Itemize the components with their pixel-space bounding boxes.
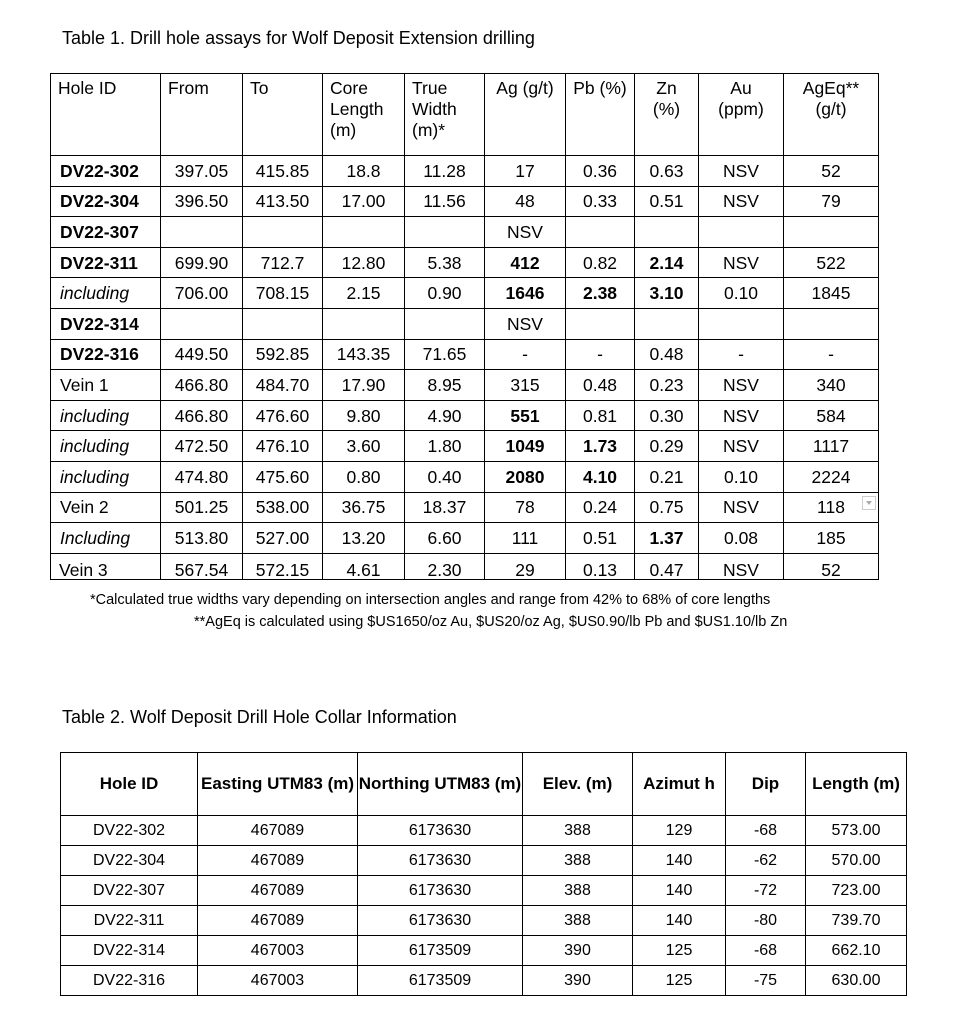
cell-azimuth: 125: [633, 966, 726, 996]
cell-easting: 467089: [198, 816, 358, 846]
cell-hole-id: DV22-304: [51, 186, 161, 217]
cell-dip: -75: [726, 966, 806, 996]
cell-zn: 0.21: [635, 461, 699, 492]
cell-northing: 6173630: [358, 846, 523, 876]
cell-azimuth: 140: [633, 846, 726, 876]
cell-elevation: 390: [523, 936, 633, 966]
cell-au: NSV: [699, 400, 784, 431]
table-row: [51, 186, 879, 217]
cell-core-length: 0.80: [323, 461, 405, 492]
cell-pb: 0.81: [566, 400, 635, 431]
cell-azimuth: 140: [633, 906, 726, 936]
cell-from: 396.50: [161, 186, 243, 217]
cell-dip: -68: [726, 816, 806, 846]
cell-ag: 48: [485, 186, 566, 217]
cell-pb: 0.48: [566, 370, 635, 401]
cell-zn: 0.63: [635, 156, 699, 187]
cell-dip: -68: [726, 936, 806, 966]
cell-ag: 551: [485, 400, 566, 431]
cell-ageq: 2224: [784, 461, 879, 492]
cell-from: 567.54: [161, 553, 243, 579]
cell-ageq: 79: [784, 186, 879, 217]
table-row: [51, 339, 879, 370]
table2-header-row: [61, 753, 907, 816]
cell-ageq: [784, 492, 879, 523]
cell-core-length: 13.20: [323, 523, 405, 554]
header-true-width: True Width (m)*: [405, 74, 485, 156]
cell-true-width: 11.56: [405, 186, 485, 217]
cell-easting: 467089: [198, 876, 358, 906]
cell-ag: 1049: [485, 431, 566, 462]
cell-zn: [635, 308, 699, 339]
cell-zn: 0.75: [635, 492, 699, 523]
cell-au: NSV: [699, 553, 784, 579]
cell-zn: 3.10: [635, 278, 699, 309]
cell-dip: -72: [726, 876, 806, 906]
table-row: [61, 936, 907, 966]
cell-ageq: 52: [784, 156, 879, 187]
cell-length: 630.00: [806, 966, 907, 996]
cell-dip: -80: [726, 906, 806, 936]
cell-hole-id: DV22-316: [51, 339, 161, 370]
cell-to: 476.10: [243, 431, 323, 462]
cell-hole-id: DV22-307: [51, 217, 161, 248]
cell-zn: 0.23: [635, 370, 699, 401]
cell-ageq: -: [784, 339, 879, 370]
table-row: [51, 431, 879, 462]
cell-au: NSV: [699, 247, 784, 278]
cell-hole-id: DV22-311: [61, 906, 198, 936]
cell-true-width: 2.30: [405, 553, 485, 579]
cell-zn: [635, 217, 699, 248]
collar-information-table: [60, 752, 907, 996]
cell-from: 472.50: [161, 431, 243, 462]
cell-length: 570.00: [806, 846, 907, 876]
cell-ageq: 52: [784, 553, 879, 579]
cell-from: 397.05: [161, 156, 243, 187]
cell-hole-id: DV22-314: [61, 936, 198, 966]
cell-length: 723.00: [806, 876, 907, 906]
cell-hole-id: DV22-314: [51, 308, 161, 339]
table-row: [61, 876, 907, 906]
cell-ag: 78: [485, 492, 566, 523]
cell-hole-id: DV22-302: [61, 816, 198, 846]
cell-pb: 1.73: [566, 431, 635, 462]
cell-core-length: 143.35: [323, 339, 405, 370]
cell-easting: 467089: [198, 846, 358, 876]
cell-elevation: 390: [523, 966, 633, 996]
cell-northing: 6173509: [358, 936, 523, 966]
cell-au: NSV: [699, 156, 784, 187]
table-row: [51, 247, 879, 278]
cell-easting: 467089: [198, 906, 358, 936]
cell-ag: 17: [485, 156, 566, 187]
cell-true-width: [405, 217, 485, 248]
table-row: [61, 816, 907, 846]
cell-length: 739.70: [806, 906, 907, 936]
cell-hole-id: including: [51, 400, 161, 431]
cell-zn: 0.47: [635, 553, 699, 579]
cell-northing: 6173630: [358, 906, 523, 936]
cell-zn: 0.51: [635, 186, 699, 217]
cell-core-length: 3.60: [323, 431, 405, 462]
cell-true-width: 6.60: [405, 523, 485, 554]
cell-to: 476.60: [243, 400, 323, 431]
cell-true-width: 8.95: [405, 370, 485, 401]
cell-true-width: 18.37: [405, 492, 485, 523]
header-hole-id: Hole ID: [61, 753, 198, 816]
table-row: [51, 461, 879, 492]
cell-pb: 0.82: [566, 247, 635, 278]
cell-to: [243, 308, 323, 339]
cell-true-width: 0.40: [405, 461, 485, 492]
table-row: [51, 553, 879, 579]
table-row: [51, 523, 879, 554]
cell-elevation: 388: [523, 846, 633, 876]
cell-ag: 1646: [485, 278, 566, 309]
cell-ag: 315: [485, 370, 566, 401]
cell-ageq: 584: [784, 400, 879, 431]
table-row: [61, 846, 907, 876]
cell-to: 592.85: [243, 339, 323, 370]
cell-au: 0.10: [699, 278, 784, 309]
cell-azimuth: 125: [633, 936, 726, 966]
cell-true-width: 71.65: [405, 339, 485, 370]
cell-ag: 412: [485, 247, 566, 278]
true-width-footnote: *Calculated true widths vary depending on intersection angles and range from 42% to 68% of core lengths: [90, 592, 771, 608]
cell-core-length: 17.00: [323, 186, 405, 217]
cell-length: 662.10: [806, 936, 907, 966]
dropdown-arrow-icon[interactable]: [862, 496, 876, 510]
cell-au: NSV: [699, 492, 784, 523]
cell-au: NSV: [699, 370, 784, 401]
cell-ageq: 340: [784, 370, 879, 401]
header-zn: Zn (%): [635, 74, 699, 156]
cell-from: 466.80: [161, 400, 243, 431]
cell-hole-id: DV22-304: [61, 846, 198, 876]
cell-from: 706.00: [161, 278, 243, 309]
cell-pb: 2.38: [566, 278, 635, 309]
cell-to: 708.15: [243, 278, 323, 309]
cell-dip: -62: [726, 846, 806, 876]
cell-to: 475.60: [243, 461, 323, 492]
header-northing: Northing UTM83 (m): [358, 753, 523, 816]
cell-au: NSV: [699, 431, 784, 462]
cell-true-width: 0.90: [405, 278, 485, 309]
table-row: [51, 156, 879, 187]
table-row: [51, 217, 879, 248]
cell-au: 0.08: [699, 523, 784, 554]
cell-from: 513.80: [161, 523, 243, 554]
table-row: [51, 278, 879, 309]
cell-from: 466.80: [161, 370, 243, 401]
cell-pb: [566, 217, 635, 248]
cell-pb: 0.13: [566, 553, 635, 579]
cell-core-length: 9.80: [323, 400, 405, 431]
cell-true-width: 4.90: [405, 400, 485, 431]
cell-elevation: 388: [523, 906, 633, 936]
cell-true-width: 1.80: [405, 431, 485, 462]
cell-ag: -: [485, 339, 566, 370]
header-ageq: AgEq** (g/t): [784, 74, 879, 156]
cell-hole-id: including: [51, 431, 161, 462]
cell-from: 449.50: [161, 339, 243, 370]
table-row: [51, 308, 879, 339]
cell-to: 527.00: [243, 523, 323, 554]
cell-core-length: 36.75: [323, 492, 405, 523]
cell-ageq: [784, 217, 879, 248]
cell-core-length: [323, 308, 405, 339]
cell-ag: 29: [485, 553, 566, 579]
cell-ag: NSV: [485, 217, 566, 248]
header-dip: Dip: [726, 753, 806, 816]
cell-to: 572.15: [243, 553, 323, 579]
cell-from: [161, 217, 243, 248]
header-core-length: Core Length (m): [323, 74, 405, 156]
cell-zn: 0.30: [635, 400, 699, 431]
header-hole-id: Hole ID: [51, 74, 161, 156]
cell-elevation: 388: [523, 816, 633, 846]
cell-azimuth: 140: [633, 876, 726, 906]
ageq-footnote: **AgEq is calculated using $US1650/oz Au, $US20/oz Ag, $US0.90/lb Pb and $US1.10/lb Zn: [194, 614, 788, 630]
cell-zn: 0.48: [635, 339, 699, 370]
header-length: Length (m): [806, 753, 907, 816]
header-to: To: [243, 74, 323, 156]
cell-hole-id: including: [51, 278, 161, 309]
cell-hole-id: DV22-311: [51, 247, 161, 278]
cell-zn: 1.37: [635, 523, 699, 554]
cell-text: 118: [817, 497, 845, 518]
cell-hole-id: Including: [51, 523, 161, 554]
header-au: Au (ppm): [699, 74, 784, 156]
cell-pb: 0.33: [566, 186, 635, 217]
cell-easting: 467003: [198, 966, 358, 996]
header-from: From: [161, 74, 243, 156]
cell-pb: 0.36: [566, 156, 635, 187]
cell-core-length: [323, 217, 405, 248]
cell-pb: 0.24: [566, 492, 635, 523]
header-azimuth: Azimut h: [633, 753, 726, 816]
cell-ag: 2080: [485, 461, 566, 492]
cell-true-width: 11.28: [405, 156, 485, 187]
cell-easting: 467003: [198, 936, 358, 966]
header-easting: Easting UTM83 (m): [198, 753, 358, 816]
table1-header-row: [51, 74, 879, 156]
cell-ag: NSV: [485, 308, 566, 339]
cell-pb: [566, 308, 635, 339]
cell-hole-id: including: [51, 461, 161, 492]
cell-ag: 111: [485, 523, 566, 554]
cell-hole-id: Vein 1: [51, 370, 161, 401]
cell-from: 699.90: [161, 247, 243, 278]
cell-northing: 6173509: [358, 966, 523, 996]
cell-pb: 0.51: [566, 523, 635, 554]
cell-to: 712.7: [243, 247, 323, 278]
cell-au: NSV: [699, 186, 784, 217]
cell-elevation: 388: [523, 876, 633, 906]
cell-ageq: [784, 308, 879, 339]
cell-pb: 4.10: [566, 461, 635, 492]
cell-azimuth: 129: [633, 816, 726, 846]
cell-northing: 6173630: [358, 876, 523, 906]
table-row: [61, 906, 907, 936]
table-row: [61, 966, 907, 996]
cell-au: -: [699, 339, 784, 370]
table2-caption: Table 2. Wolf Deposit Drill Hole Collar Information: [62, 707, 457, 727]
cell-core-length: 17.90: [323, 370, 405, 401]
cell-true-width: [405, 308, 485, 339]
cell-core-length: 12.80: [323, 247, 405, 278]
cell-to: [243, 217, 323, 248]
cell-hole-id: DV22-302: [51, 156, 161, 187]
cell-ageq: 522: [784, 247, 879, 278]
cell-core-length: 18.8: [323, 156, 405, 187]
cell-ageq: 185: [784, 523, 879, 554]
cell-from: 501.25: [161, 492, 243, 523]
cell-au: [699, 217, 784, 248]
cell-hole-id: DV22-316: [61, 966, 198, 996]
cell-hole-id: Vein 2: [51, 492, 161, 523]
cell-au: [699, 308, 784, 339]
header-pb: Pb (%): [566, 74, 635, 156]
header-elevation: Elev. (m): [523, 753, 633, 816]
cell-true-width: 5.38: [405, 247, 485, 278]
cell-northing: 6173630: [358, 816, 523, 846]
table-row: [51, 400, 879, 431]
drill-hole-assays-table: [50, 73, 879, 580]
cell-pb: -: [566, 339, 635, 370]
cell-hole-id: DV22-307: [61, 876, 198, 906]
cell-ageq: 1845: [784, 278, 879, 309]
cell-core-length: 4.61: [323, 553, 405, 579]
cell-hole-id: Vein 3: [51, 553, 161, 579]
cell-zn: 0.29: [635, 431, 699, 462]
cell-from: [161, 308, 243, 339]
header-ag: Ag (g/t): [485, 74, 566, 156]
cell-to: 538.00: [243, 492, 323, 523]
cell-length: 573.00: [806, 816, 907, 846]
cell-zn: 2.14: [635, 247, 699, 278]
table1-caption: Table 1. Drill hole assays for Wolf Deposit Extension drilling: [62, 28, 535, 48]
cell-au: 0.10: [699, 461, 784, 492]
table-row: [51, 370, 879, 401]
cell-to: 484.70: [243, 370, 323, 401]
cell-core-length: 2.15: [323, 278, 405, 309]
cell-to: 415.85: [243, 156, 323, 187]
table-row: [51, 492, 879, 523]
cell-ageq: 1117: [784, 431, 879, 462]
cell-to: 413.50: [243, 186, 323, 217]
cell-from: 474.80: [161, 461, 243, 492]
